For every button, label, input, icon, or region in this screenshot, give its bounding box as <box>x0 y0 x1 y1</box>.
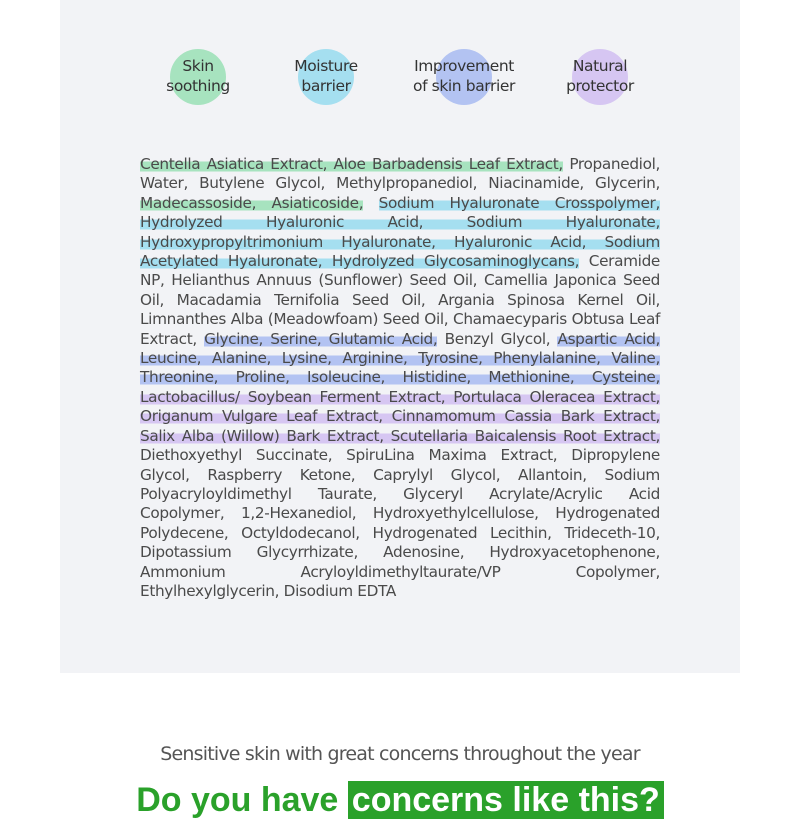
ingredients-panel <box>60 0 740 673</box>
ingredients-text: Diethoxyethyl Succinate, SpiruLina Maxima Extract, Dipropylene Glycol, Raspberry Ketone, Caprylyl Glycol, Allantoin, Sodium Polyacryloyldimethyl Taurate, Glyceryl Acrylate/Acrylic Acid Copolymer, 1,2-Hexanediol, Hydroxyethylcellulose, Hydrogenated Polydecene, Octyldodecanol, Hydrogenated Lecithin, Trideceth-10, Dipotassium Glycyrrhizate, Adenosine, Hydroxyacetophenone, Ammonium Acryloyldimethyltaurate/VP Copolymer, Ethylhexylglycerin, Disodium EDTA <box>140 446 660 600</box>
legend-label: Moisture barrier <box>294 57 358 95</box>
ingredients-text <box>363 194 378 212</box>
highlighted-ingredients: Centella Asiatica Extract, Aloe Barbadensis Leaf Extract, <box>140 155 563 173</box>
highlighted-ingredients: Glycine, Serine, Glutamic Acid, <box>204 329 438 348</box>
headline <box>0 780 800 820</box>
ingredients-text: Benzyl Glycol, <box>437 329 558 348</box>
headline-part-1: Do you have <box>136 781 348 819</box>
legend-label: Improvement of skin barrier <box>412 57 515 95</box>
subheading: Sensitive skin with great concerns throughout the year <box>160 743 640 765</box>
ingredients-list <box>140 155 660 601</box>
ingredients-text: Propanediol, Water, Butylene Glycol, Methylpropanediol, Niacinamide, Glycerin, <box>140 155 661 193</box>
legend-label: Skin soothing <box>166 57 230 95</box>
highlight-legend <box>60 47 740 107</box>
legend-item <box>246 47 406 107</box>
highlighted-ingredients: Madecassoside, Asiaticoside, <box>140 193 364 212</box>
legend-item <box>520 47 680 107</box>
legend-label: Natural protector <box>566 57 634 95</box>
highlighted-ingredients: Aspartic Acid, Leucine, Alanine, Lysine, Arginine, Tyrosine, Phenylalanine, Valine, Threonine, Proline, Isoleucine, Histidine, Methionine, Cysteine, <box>140 329 660 387</box>
highlighted-ingredients: Sodium Hyaluronate Crosspolymer, Hydrolyzed Hyaluronic Acid, Sodium Hyaluronate, Hydroxypropyltrimonium Hyaluronate, Hyaluronic Acid, Sodium Acetylated Hyaluronate, Hydrolyzed Glycosaminoglycans, <box>140 193 660 271</box>
highlighted-ingredients: Lactobacillus/ Soybean Ferment Extract, Portulaca Oleracea Extract, Origanum Vulgare Leaf Extract, Cinnamomum Cassia Bark Extract, Salix Alba (Willow) Bark Extract, Scutellaria Baicalensis Root Extract, <box>140 387 660 445</box>
headline-part-2-highlight: concerns like this? <box>348 781 664 819</box>
ingredients-text: Ceramide NP, Helianthus Annuus (Sunflower) Seed Oil, Camellia Japonica Seed Oil, Macadamia Ternifolia Seed Oil, Argania Spinosa Kernel Oil, Limnanthes Alba (Meadowfoam) Seed Oil, Chamaecyparis Obtusa Leaf Extract, <box>140 252 660 348</box>
